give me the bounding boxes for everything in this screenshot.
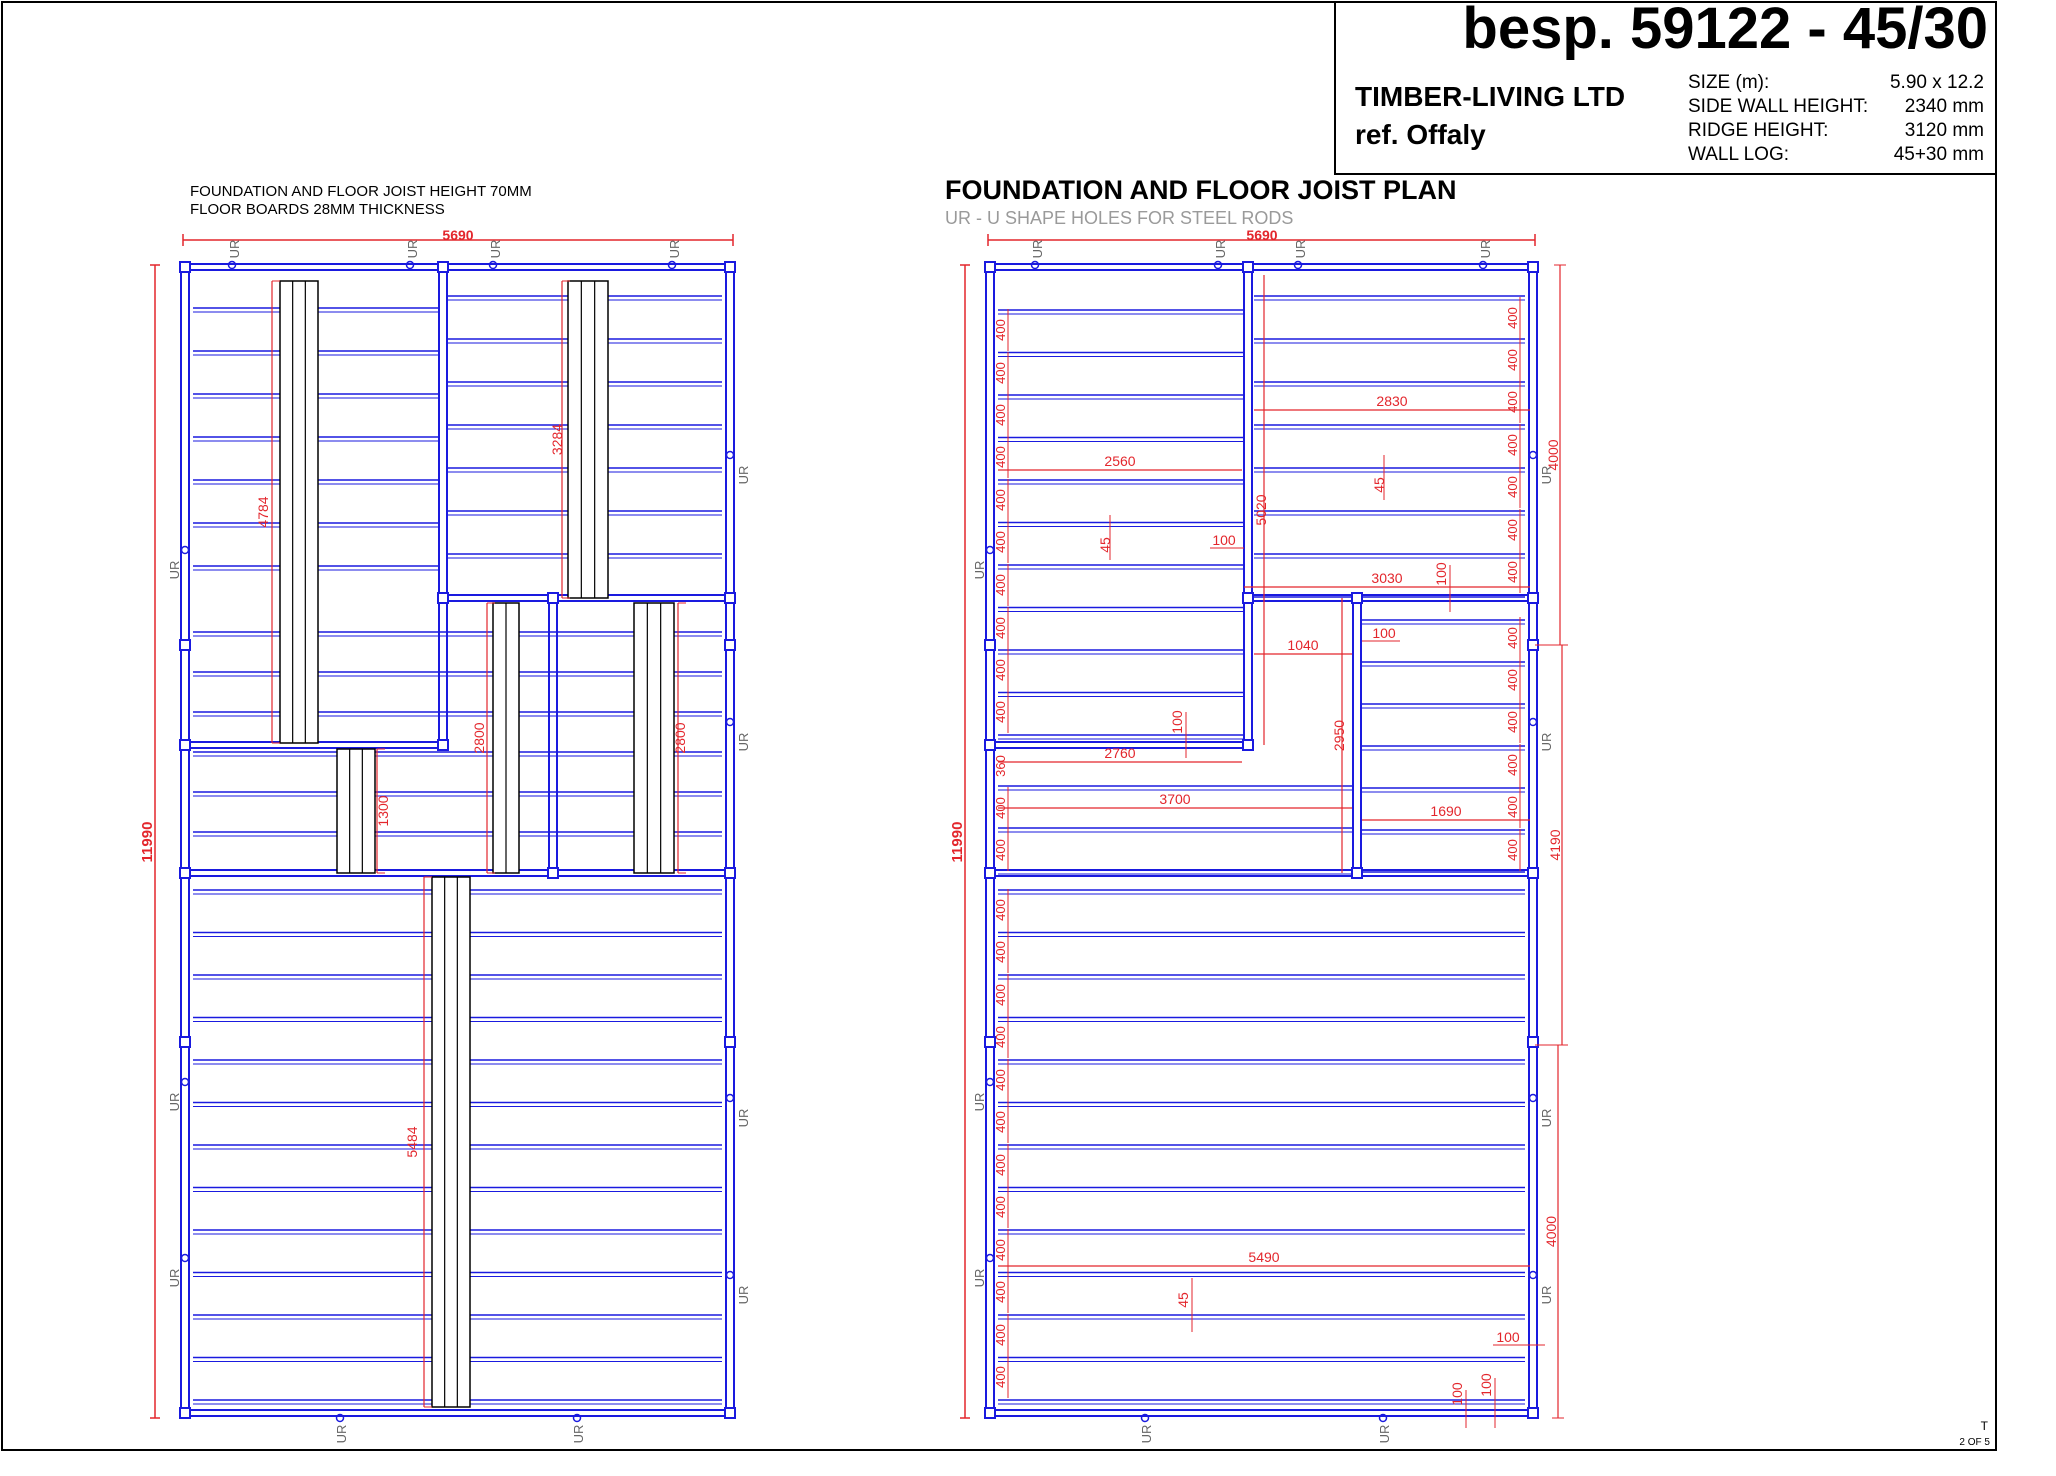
spacing-label: 400 bbox=[1505, 349, 1520, 371]
foundation-block bbox=[180, 262, 190, 272]
spec-label: WALL LOG: bbox=[1688, 144, 1790, 165]
beam-length-label: 2800 bbox=[672, 722, 688, 754]
spacing-label: 400 bbox=[993, 1069, 1008, 1091]
height-dimension: 11990 bbox=[139, 821, 156, 863]
rod-hole-label: UR bbox=[1539, 1108, 1554, 1128]
spacing-label: 360 bbox=[993, 755, 1008, 777]
foundation-block bbox=[180, 640, 190, 650]
spacing-label: 400 bbox=[993, 362, 1008, 384]
rod-hole-label: UR bbox=[167, 1268, 182, 1288]
rod-hole-label: UR bbox=[1377, 1424, 1392, 1444]
rod-hole-label: UR bbox=[972, 560, 987, 580]
spacing-label: 400 bbox=[993, 1239, 1008, 1261]
project-number: besp. 59122 - 45/30 bbox=[1462, 0, 1988, 61]
spec-value: 5.90 x 12.2 bbox=[1889, 72, 1984, 93]
spacing-label: 400 bbox=[1505, 307, 1520, 329]
span-label: 2830 bbox=[1376, 393, 1408, 409]
foundation-block bbox=[1528, 593, 1538, 603]
steel-rod-hole bbox=[182, 1255, 189, 1262]
offset-label: 100 bbox=[1478, 1373, 1494, 1397]
plan-subtitle: UR - U SHAPE HOLES FOR STEEL RODS bbox=[945, 208, 1294, 228]
height-dimension: 11990 bbox=[949, 821, 966, 863]
rod-hole-label: UR bbox=[1293, 239, 1308, 259]
plan-title: FOUNDATION AND FLOOR JOIST PLAN bbox=[945, 175, 1457, 205]
rod-hole-label: UR bbox=[736, 1108, 751, 1128]
steel-rod-hole bbox=[182, 1079, 189, 1086]
spacing-label: 400 bbox=[993, 1366, 1008, 1388]
foundation-block bbox=[1528, 262, 1538, 272]
spacing-label: 400 bbox=[993, 659, 1008, 681]
foundation-block bbox=[1528, 1408, 1538, 1418]
rod-hole-label: UR bbox=[1539, 1285, 1554, 1305]
spec-value: 45+30 mm bbox=[1893, 144, 1984, 165]
rod-hole-label: UR bbox=[736, 1285, 751, 1305]
foundation-block bbox=[548, 868, 558, 878]
spacing-label: 400 bbox=[993, 1324, 1008, 1346]
spacing-label: 400 bbox=[993, 839, 1008, 861]
right-joist-plan bbox=[949, 227, 1568, 1443]
spacing-label: 400 bbox=[993, 1154, 1008, 1176]
spacing-label: 400 bbox=[1505, 796, 1520, 818]
foundation-block bbox=[725, 593, 735, 603]
support-beam bbox=[280, 281, 318, 743]
beam-length-label: 1300 bbox=[375, 795, 391, 827]
steel-rod-hole bbox=[727, 452, 734, 459]
spacing-label: 400 bbox=[993, 984, 1008, 1006]
spacing-label: 400 bbox=[1505, 519, 1520, 541]
span-label: 1690 bbox=[1430, 803, 1462, 819]
spec-value: 3120 mm bbox=[1904, 120, 1984, 141]
foundation-block bbox=[180, 868, 190, 878]
foundation-block bbox=[985, 640, 995, 650]
title-block bbox=[1335, 0, 1996, 174]
support-beam bbox=[337, 749, 375, 873]
foundation-block bbox=[985, 740, 995, 750]
offset-label: 45 bbox=[1175, 1292, 1191, 1308]
spacing-label: 400 bbox=[993, 899, 1008, 921]
offset-label: 100 bbox=[1449, 1382, 1465, 1406]
offset-label: 100 bbox=[1212, 532, 1236, 548]
spacing-label: 400 bbox=[993, 531, 1008, 553]
rod-hole-label: UR bbox=[488, 239, 503, 259]
rod-hole-label: UR bbox=[1539, 732, 1554, 752]
steel-rod-hole bbox=[1530, 1095, 1537, 1102]
spacing-label: 400 bbox=[993, 797, 1008, 819]
steel-rod-hole bbox=[182, 547, 189, 554]
sheet-page-number: 2 OF 5 bbox=[1959, 1437, 1990, 1448]
beam-length-label: 3284 bbox=[549, 423, 565, 456]
spacing-label: 400 bbox=[1505, 434, 1520, 456]
spec-label: RIDGE HEIGHT: bbox=[1688, 120, 1829, 141]
foundation-block bbox=[180, 1408, 190, 1418]
spacing-label: 400 bbox=[1505, 839, 1520, 861]
span-label: 2950 bbox=[1331, 719, 1347, 752]
support-beam bbox=[432, 877, 470, 1407]
spacing-label: 400 bbox=[1505, 476, 1520, 498]
foundation-block bbox=[725, 640, 735, 650]
spacing-label: 400 bbox=[993, 446, 1008, 468]
rod-hole-label: UR bbox=[667, 239, 682, 259]
rod-hole-label: UR bbox=[227, 239, 242, 259]
support-beam bbox=[568, 281, 608, 598]
spacing-label: 400 bbox=[1505, 711, 1520, 733]
sheet-mark: T bbox=[1980, 1419, 1988, 1433]
floorboard-note: FLOOR BOARDS 28MM THICKNESS bbox=[190, 201, 445, 218]
spacing-label: 400 bbox=[993, 319, 1008, 341]
foundation-block bbox=[725, 1037, 735, 1047]
foundation-block bbox=[725, 262, 735, 272]
joist-height-note: FOUNDATION AND FLOOR JOIST HEIGHT 70MM bbox=[190, 183, 532, 200]
rod-hole-label: UR bbox=[1539, 465, 1554, 485]
rod-hole-label: UR bbox=[405, 239, 420, 259]
foundation-block bbox=[438, 740, 448, 750]
offset-label: 100 bbox=[1169, 710, 1185, 734]
rod-hole-label: UR bbox=[1139, 1424, 1154, 1444]
span-label: 4000 bbox=[1545, 439, 1561, 471]
foundation-block bbox=[1352, 868, 1362, 878]
span-label: 5490 bbox=[1248, 1249, 1280, 1265]
span-label: 4190 bbox=[1547, 829, 1563, 861]
rod-hole-label: UR bbox=[736, 465, 751, 485]
foundation-block bbox=[548, 593, 558, 603]
spacing-label: 400 bbox=[993, 1281, 1008, 1303]
offset-label: 100 bbox=[1496, 1329, 1520, 1345]
offset-label: 100 bbox=[1372, 625, 1396, 641]
span-label: 2760 bbox=[1104, 745, 1136, 761]
foundation-block bbox=[725, 868, 735, 878]
rod-hole-label: UR bbox=[334, 1424, 349, 1444]
spacing-label: 400 bbox=[1505, 627, 1520, 649]
span-label: 2560 bbox=[1104, 453, 1136, 469]
steel-rod-hole bbox=[727, 1095, 734, 1102]
spacing-label: 400 bbox=[993, 1026, 1008, 1048]
foundation-block bbox=[1243, 740, 1253, 750]
steel-rod-hole bbox=[1530, 719, 1537, 726]
support-beam bbox=[634, 603, 674, 873]
foundation-block bbox=[985, 1408, 995, 1418]
spacing-label: 400 bbox=[993, 574, 1008, 596]
left-floor-plan bbox=[139, 227, 751, 1443]
spacing-label: 400 bbox=[993, 489, 1008, 511]
steel-rod-hole bbox=[1530, 1272, 1537, 1279]
rod-hole-label: UR bbox=[167, 1092, 182, 1112]
width-dimension: 5690 bbox=[1246, 227, 1278, 243]
reference: ref. Offaly bbox=[1355, 119, 1486, 150]
foundation-block bbox=[1243, 593, 1253, 603]
rod-hole-label: UR bbox=[972, 1268, 987, 1288]
foundation-block bbox=[985, 868, 995, 878]
spec-label: SIDE WALL HEIGHT: bbox=[1688, 96, 1869, 117]
beam-length-label: 2800 bbox=[471, 722, 487, 754]
spec-value: 2340 mm bbox=[1904, 96, 1984, 117]
span-label: 1040 bbox=[1287, 637, 1319, 653]
spacing-label: 400 bbox=[1505, 391, 1520, 413]
spacing-label: 400 bbox=[993, 1111, 1008, 1133]
rod-hole-label: UR bbox=[167, 560, 182, 580]
spacing-label: 400 bbox=[993, 404, 1008, 426]
spacing-label: 400 bbox=[993, 941, 1008, 963]
spacing-label: 400 bbox=[993, 701, 1008, 723]
steel-rod-hole bbox=[727, 719, 734, 726]
rod-hole-label: UR bbox=[972, 1092, 987, 1112]
spacing-label: 400 bbox=[993, 617, 1008, 639]
foundation-block bbox=[438, 593, 448, 603]
spacing-label: 400 bbox=[993, 1196, 1008, 1218]
offset-label: 45 bbox=[1371, 477, 1387, 493]
foundation-block bbox=[725, 1408, 735, 1418]
rod-hole-label: UR bbox=[571, 1424, 586, 1444]
foundation-block bbox=[180, 1037, 190, 1047]
rod-hole-label: UR bbox=[1213, 239, 1228, 259]
foundation-block bbox=[1528, 868, 1538, 878]
width-dimension: 5690 bbox=[442, 227, 474, 243]
foundation-block bbox=[180, 740, 190, 750]
spacing-label: 400 bbox=[1505, 669, 1520, 691]
offset-label: 100 bbox=[1433, 562, 1449, 586]
span-label: 3030 bbox=[1371, 570, 1403, 586]
foundation-block bbox=[1243, 262, 1253, 272]
span-label: 3700 bbox=[1159, 791, 1191, 807]
rod-hole-label: UR bbox=[1030, 239, 1045, 259]
rod-hole-label: UR bbox=[736, 732, 751, 752]
spec-label: SIZE (m): bbox=[1688, 72, 1770, 93]
foundation-block bbox=[985, 262, 995, 272]
span-label: 5020 bbox=[1253, 494, 1269, 526]
spacing-label: 400 bbox=[1505, 754, 1520, 776]
beam-length-label: 5484 bbox=[404, 1126, 420, 1158]
steel-rod-hole bbox=[1530, 452, 1537, 459]
foundation-block bbox=[1352, 593, 1362, 603]
beam-length-label: 4784 bbox=[255, 496, 271, 528]
company-name: TIMBER-LIVING LTD bbox=[1355, 81, 1626, 112]
spacing-label: 400 bbox=[1505, 561, 1520, 583]
offset-label: 45 bbox=[1097, 537, 1113, 553]
rod-hole-label: UR bbox=[1478, 239, 1493, 259]
span-label: 4000 bbox=[1543, 1215, 1559, 1248]
steel-rod-hole bbox=[727, 1272, 734, 1279]
foundation-block bbox=[438, 262, 448, 272]
